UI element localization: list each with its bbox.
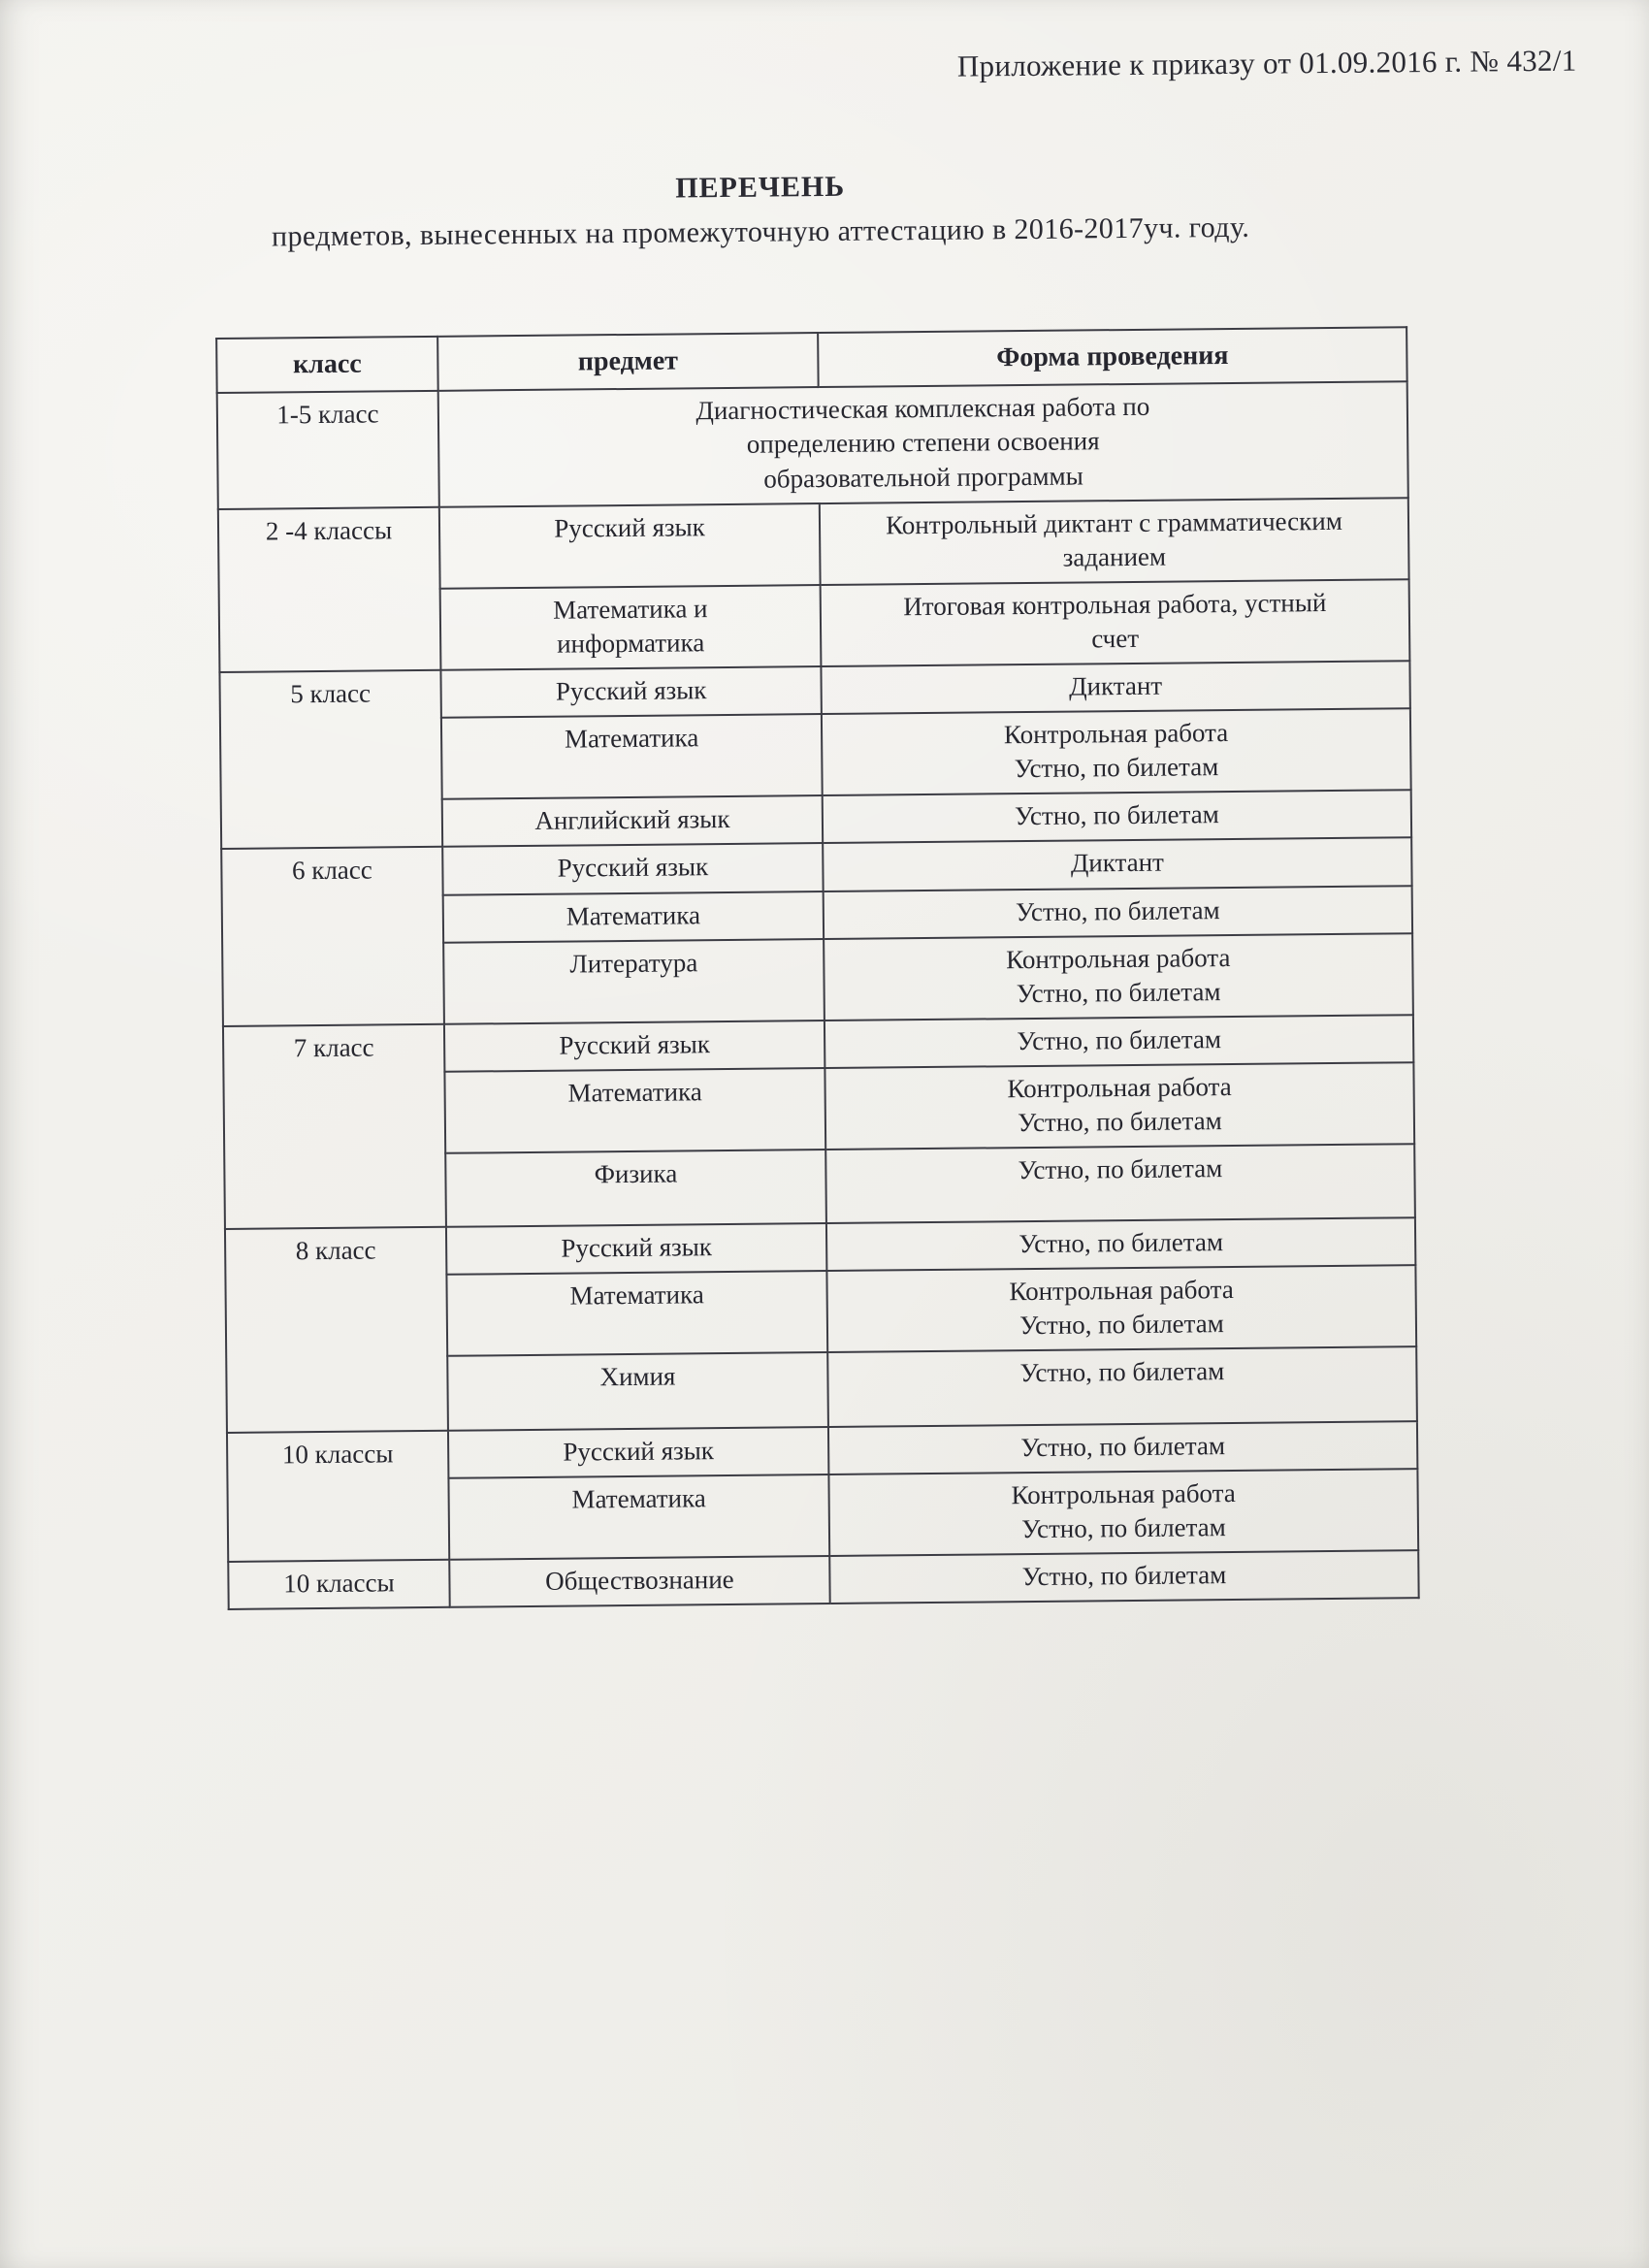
form-cell: Устно, по билетам xyxy=(826,1217,1415,1271)
subject-cell: Английский язык xyxy=(442,795,823,847)
subject-cell: Математика xyxy=(444,1068,825,1153)
merged-subject-form-cell: Диагностическая комплексная работа по определению степени освоения образовательной программы xyxy=(438,382,1408,507)
column-header-subject: предмет xyxy=(437,333,819,391)
attestation-table xyxy=(215,326,1420,1610)
subject-cell: Русский язык xyxy=(439,503,821,589)
subject-cell: Математика xyxy=(441,714,823,799)
form-cell: Контрольная работа Устно, по билетам xyxy=(826,1265,1416,1352)
form-cell: Контрольная работа Устно, по билетам xyxy=(824,1062,1414,1150)
subject-cell: Русский язык xyxy=(440,666,821,718)
class-cell: 6 класс xyxy=(221,847,444,1026)
form-cell: Устно, по билетам xyxy=(824,886,1412,939)
class-cell: 10 классы xyxy=(228,1560,449,1609)
subject-cell: Математика xyxy=(443,891,824,943)
form-cell: Устно, по билетам xyxy=(823,791,1411,844)
subject-cell: Математика и информатика xyxy=(440,585,822,670)
table-row xyxy=(217,382,1408,509)
subject-cell: Литература xyxy=(443,939,824,1024)
form-cell: Контрольная работа Устно, по билетам xyxy=(828,1469,1418,1556)
form-cell: Диктант xyxy=(821,661,1409,714)
form-cell: Контрольный диктант с грамматическим заданием xyxy=(820,498,1409,585)
table-row xyxy=(228,1550,1418,1609)
class-cell: 8 класс xyxy=(225,1227,448,1433)
form-cell: Устно, по билетам xyxy=(828,1421,1417,1474)
class-cell: 10 классы xyxy=(227,1430,449,1561)
class-cell: 2 -4 классы xyxy=(218,506,441,672)
column-header-form: Форма проведения xyxy=(818,327,1407,387)
form-cell: Устно, по билетам xyxy=(825,1144,1415,1223)
form-cell: Устно, по билетам xyxy=(827,1347,1417,1427)
form-cell: Итоговая контрольная работа, устный счет xyxy=(821,579,1410,666)
form-cell: Диктант xyxy=(823,838,1411,891)
subject-cell: Обществознание xyxy=(449,1556,829,1607)
document-subtitle: предметов, вынесенных на промежуточную аттестацию в 2016-2017уч. году. xyxy=(271,211,1250,253)
order-reference: Приложение к приказу от 01.09.2016 г. № 432/1 xyxy=(956,43,1577,83)
subject-cell: Математика xyxy=(448,1474,829,1560)
subject-cell: Русский язык xyxy=(448,1427,828,1478)
subject-cell: Русский язык xyxy=(442,843,823,894)
title-block xyxy=(0,163,1648,256)
subject-cell: Физика xyxy=(445,1150,826,1227)
form-cell: Контрольная работа Устно, по билетам xyxy=(824,933,1413,1021)
column-header-class: класс xyxy=(216,337,438,394)
class-cell: 7 класс xyxy=(223,1024,446,1230)
subject-cell: Русский язык xyxy=(444,1021,824,1072)
form-cell: Устно, по билетам xyxy=(824,1015,1413,1068)
subject-cell: Математика xyxy=(446,1271,827,1356)
class-cell: 5 класс xyxy=(219,670,442,850)
form-cell: Контрольная работа Устно, по билетам xyxy=(822,708,1411,795)
subject-cell: Русский язык xyxy=(446,1223,826,1275)
class-cell: 1-5 класс xyxy=(217,391,439,508)
table-row xyxy=(218,498,1409,591)
subject-cell: Химия xyxy=(447,1352,828,1430)
form-cell: Устно, по билетам xyxy=(829,1550,1418,1604)
document-title: ПЕРЕЧЕНЬ xyxy=(675,170,846,205)
